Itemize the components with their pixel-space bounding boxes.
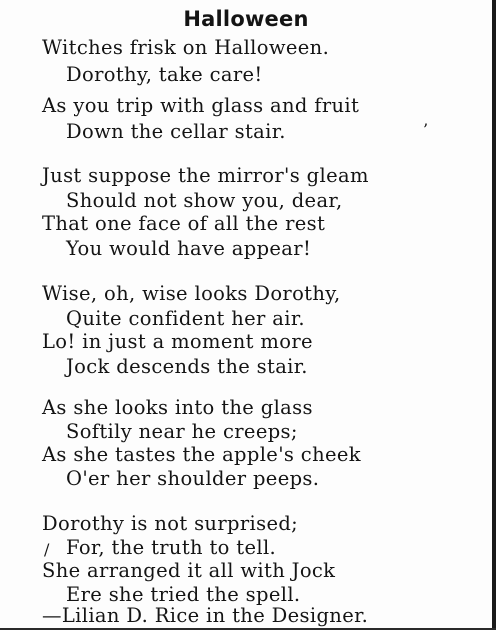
stanza-2-line-2: Should not show you, dear, [66,189,343,212]
stanza-1-line-4: Down the cellar stair. [66,120,286,143]
stanza-3-line-2: Quite confident her air. [66,307,305,330]
ink-speck-mark: ’ [423,120,429,139]
clipping-right-edge [492,0,496,630]
stanza-3-line-1: Wise, oh, wise looks Dorothy, [42,282,341,305]
stanza-3-line-4: Jock descends the stair. [66,355,308,378]
stanza-1-line-3: As you trip with glass and fruit [42,94,360,117]
stanza-5-line-2: For, the truth to tell. [66,536,277,559]
stanza-4-line-1: As she looks into the glass [42,396,313,419]
poem-title: Halloween [183,7,309,31]
stanza-2-line-1: Just suppose the mirror's gleam [42,164,369,187]
stanza-5-line-1: Dorothy is not surprised; [42,512,299,535]
stanza-3-line-3: Lo! in just a moment more [42,330,313,353]
ink-stroke-mark: / [44,540,50,559]
poem-attribution: —Lilian D. Rice in the Designer. [42,604,369,627]
stanza-4-line-3: As she tastes the apple's cheek [42,443,361,466]
stanza-4-line-2: Softily near he creeps; [66,420,298,443]
stanza-5-line-3: She arranged it all with Jock [42,559,336,582]
stanza-1-line-2: Dorothy, take care! [66,63,263,86]
stanza-4-line-4: O'er her shoulder peeps. [66,467,320,490]
stanza-2-line-3: That one face of all the rest [42,212,326,235]
stanza-1-line-1: Witches frisk on Halloween. [42,36,330,59]
stanza-5-line-4: Ere she tried the spell. [66,583,301,606]
stanza-2-line-4: You would have appear! [66,237,312,260]
